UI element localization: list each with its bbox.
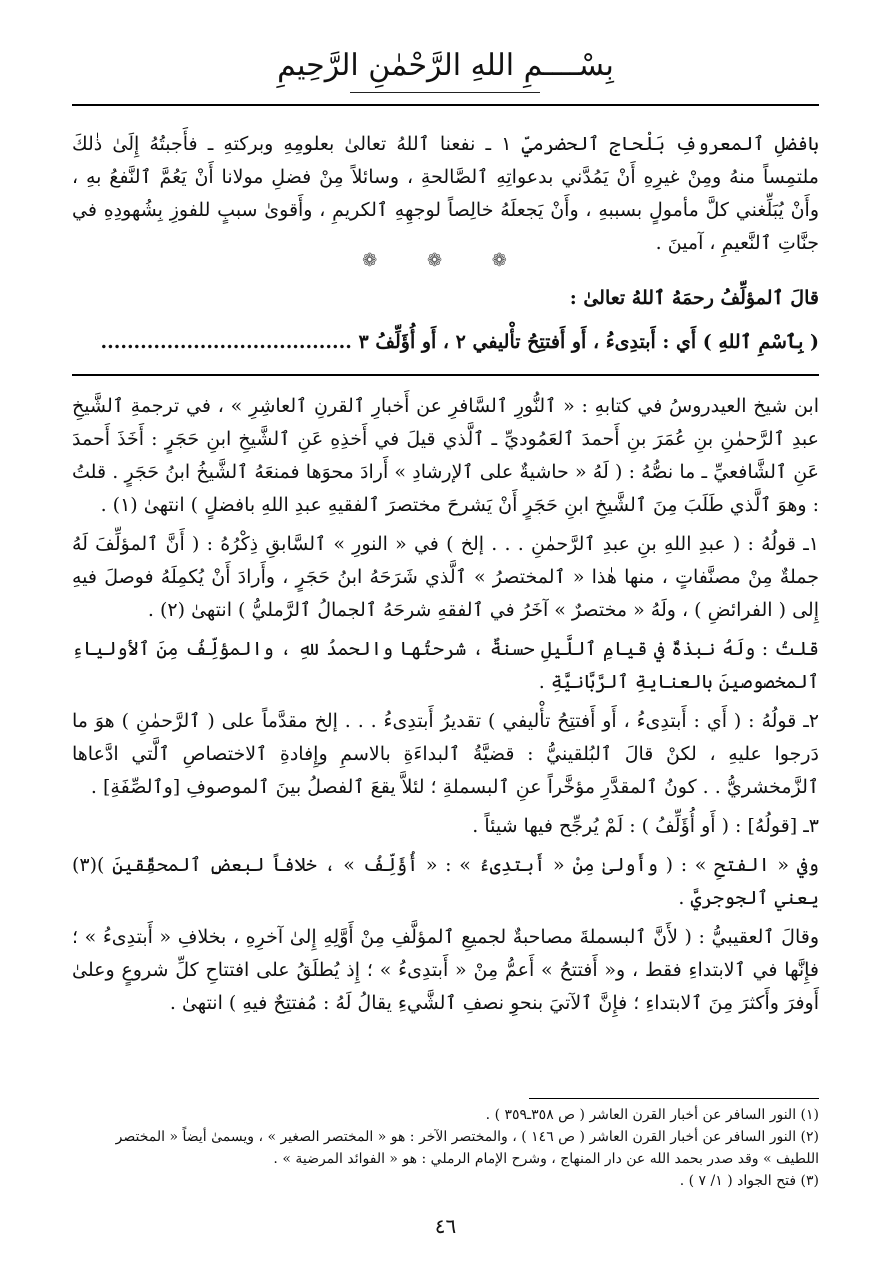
page-number: ٤٦	[434, 1214, 457, 1238]
matn-line	[72, 326, 819, 359]
footnote-1: (١) النور السافر عن أخبار القرن العاشر ( ص ٣٥٨ـ٣٥٩ ) .	[485, 1107, 819, 1123]
intro-paragraph: بافضلِ ٱلمعروفِ بَلْحاج ٱلحضرميِّ ١ ـ نفعنا ٱللهُ تعالىٰ بعلومِهِ وبركتهِ ـ فأَجبتُهُ إِلَىٰ ذٰلكَ ملتمِساً منهُ ومِنْ غيرِهِ أَنْ يَمُدَّني بدعواتِهِ ٱلصَّالحةِ ، وسائلاً مِنْ فضلِ مولانا أَنْ يَعُمَّ ٱلنَّفعُ بهِ ، وأَنْ يُبَلِّغني كلَّ مأمولٍ بسببهِ ، وأَنْ يَجعلَهُ خالِصاً لوجهِهِ ٱلكريمِ ، وأَقوىٰ سببٍ للفوزِ بِشُهودِهِ في جنَّاتِ ٱلنَّعيمِ ، آمينَ .	[72, 133, 819, 254]
footnotes	[72, 1104, 819, 1192]
author-said-line: قالَ ٱلمؤلِّفُ رحمَهُ ٱللهُ تعالىٰ :	[569, 287, 819, 309]
commentary-paragraph-3: قلتُ : ولَهُ نبذةٌ في قيامِ ٱللَّيلِ حسنةٌ ، شرحتُها والحمدُ للهِ ، والمؤلِّفُ مِنَ ٱلأولياءِ ٱلمخصوصينَ بالعنايةِ ٱلرَّبَّانيَّةِ .	[72, 638, 819, 693]
basmala-underline	[350, 92, 540, 93]
commentary-paragraph-2: ١ـ قولُهُ : ( عبدِ اللهِ بنِ عبدِ ٱلرَّحمٰنِ . . . إلخ ) في « النورِ » ٱلسَّابقِ ذِكْرُهُ : ( أَنَّ ٱلمؤلِّفَ لَهُ جملةٌ مِنْ مصنَّفاتٍ ، منها هٰذا « ٱلمختصرُ » ٱلَّذي شَرَحَهُ ابنُ حَجَرٍ ، وأَرادَ أَنْ يُكمِلَهُ فوصلَ فيهِ إِلى ( الفرائضِ ) ، ولَهُ « مختصرٌ » آخَرُ في ٱلفقهِ شرحَهُ ٱلجمالُ ٱلرَّمليُّ ) انتهىٰ (٢) .	[72, 533, 819, 621]
commentary-paragraph-6: وفي « الفتحِ » : ( وأَولىٰ مِنْ « أَبتدِىءُ » : « أُؤَلِّفُ » ، خلافاً لبعضِ ٱلمحقِّقينَ )(٣) يعني ٱلجوجريَّ .	[72, 854, 819, 909]
commentary-paragraph-5: ٣ـ [قولُهُ] : ( أَو أُؤَلِّفُ ) : لَمْ يُرجِّح فيها شيئاً .	[472, 815, 819, 837]
footnote-2: (٢) النور السافر عن أخبار القرن العاشر ( ص ١٤٦ ) ، والمختصر الآخر : هو « المختصر الصغير » ، ويسمىٰ أيضاً « المختصر اللطيف » وقد صدر بحمد الله عن دار المنهاج ، وشرح الإمام الرملي : هو « الفوائد المرضية » .	[115, 1129, 819, 1167]
footnote-3: (٣) فتح الجواد ( ١/ ٧ ) .	[679, 1173, 819, 1189]
footnote-divider	[529, 1098, 819, 1099]
matn-text: ( بِٱسْمِ ٱللهِ ) أَي : أَبتدِىءُ ، أَو أَفتتِحُ تأْليفي ٢ ، أَو أُؤَلِّفُ ٣	[358, 331, 819, 353]
commentary-paragraph-7: وقالَ ٱلعقيبيُّ : ( لأَنَّ ٱلبسملةَ مصاحبةٌ لجميعِ ٱلمؤلَّفِ مِنْ أَوَّلِهِ إِلىٰ آخرِهِ ، بخلافِ « أَبتدِىءُ » ؛ فإِنَّها في ٱلابتداءِ فقط ، و« أَفتتحُ » أَعمُّ مِنْ « أَبتدِىءُ » ؛ إِذ يُطلَقُ على افتتاحِ كلِّ شروعٍ وعلىٰ أَوفرَ وأَكثرَ مِنَ ٱلابتداءِ ؛ فإِنَّ ٱلآتيَ بنحوِ نصفِ ٱلشَّيءِ يقالُ لَهُ : مُفتتِحٌ فيهِ ) انتهىٰ .	[72, 926, 819, 1014]
commentary-block	[72, 390, 819, 1026]
commentary-paragraph-4: ٢ـ قولُهُ : ( أَي : أَبتدِىءُ ، أَو أَفتتِحُ تأْليفي ) تقديرُ أَبتدِىءُ . . . إلخ مقدَّماً على ( ٱلرَّحمٰنِ ) هوَ ما دَرجوا عليهِ ، لكنْ قالَ ٱلبُلقينيُّ : قضيَّةُ ٱلبداءَةِ بالاسمِ وإِفادةِ ٱلاختصاصِ ٱلَّتي ادَّعاها ٱلزَّمخشريُّ . . كونُ ٱلمقدَّرِ مؤخَّراً عنِ ٱلبسملةِ ؛ لئلاَّ يقعَ ٱلفصلُ بينَ ٱلموصوفِ [وٱلصِّفَةِ] .	[72, 710, 819, 798]
matn-divider	[72, 374, 819, 376]
matn-dots: ......................................	[100, 331, 352, 353]
header-divider	[72, 104, 819, 106]
basmala-heading: بِسْــــمِ اللهِ الرَّحْمٰنِ الرَّحِيمِ	[277, 48, 614, 83]
ornament-divider: ❁ ❁ ❁	[362, 250, 529, 271]
commentary-paragraph-1: ابن شيخ العيدروسُ في كتابهِ : « ٱلنُّورِ ٱلسَّافرِ عن أَخبارِ ٱلقرنِ ٱلعاشِرِ » ، في ترجمةِ ٱلشَّيخِ عبدِ ٱلرَّحمٰنِ بنِ عُمَرَ بنِ أَحمدَ ٱلعَمُوديِّ ـ ٱلَّذي قيلَ في أَخذِهِ عَنِ ٱلشَّيخِ ابنِ حَجَرٍ : أَخَذَ أَحمدَ عَنِ ٱلشَّافعيِّ ـ ما نصُّهُ : ( لَهُ « حاشيةٌ على ٱلإرشادِ » أَرادَ محوَها فمنعَهُ ٱلشَّيخُ ابنُ حَجَرٍ . قلتُ : وهوَ ٱلَّذي طَلَبَ مِنَ ٱلشَّيخِ ابنِ حَجَرٍ أَنْ يَشرحَ مختصرَ ٱلفقيهِ عبدِ اللهِ بافضلٍ ) انتهىٰ (١) .	[72, 395, 819, 516]
